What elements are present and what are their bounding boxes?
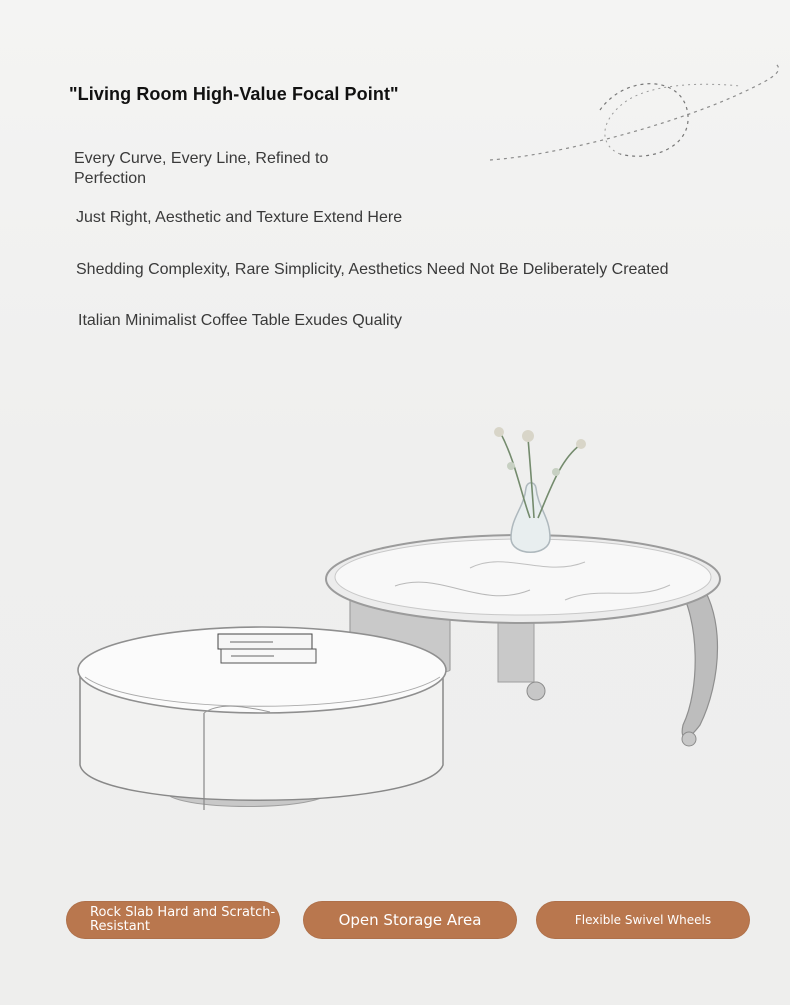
feature-pill-rock-slab <box>66 901 280 939</box>
feature-pill-storage <box>303 901 517 939</box>
wheel-1 <box>527 682 545 700</box>
wheel-2 <box>682 732 696 746</box>
page-heading: "Living Room High-Value Focal Point" <box>69 84 399 104</box>
tagline-2: Just Right, Aesthetic and Texture Extend Here <box>76 209 403 226</box>
decorative-loop-line <box>480 60 790 180</box>
tagline-3: Shedding Complexity, Rare Simplicity, Aesthetics Need Not Be Deliberately Created <box>76 261 669 278</box>
product-illustration <box>60 420 740 840</box>
feature-label-rock-slab: Rock Slab Hard and Scratch-Resistant <box>90 905 276 934</box>
feature-label-storage: Open Storage Area <box>338 911 482 929</box>
tagline-1: Every Curve, Every Line, Refined to Perfection <box>74 150 329 187</box>
feature-pill-wheels <box>536 901 750 939</box>
feature-label-wheels: Flexible Swivel Wheels <box>574 913 712 927</box>
tagline-4: Italian Minimalist Coffee Table Exudes Quality <box>78 312 403 329</box>
